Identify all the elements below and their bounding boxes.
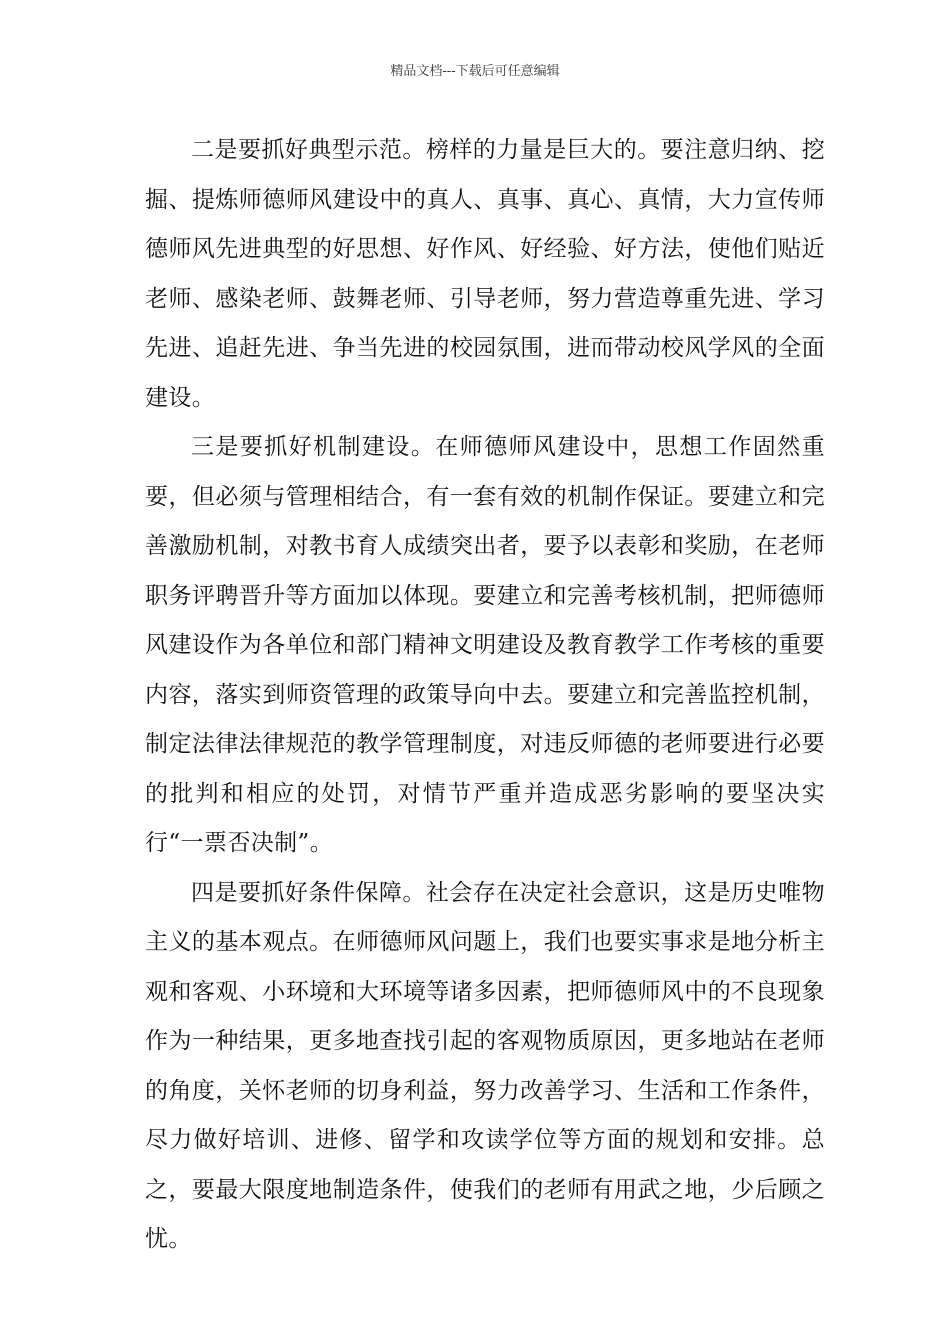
paragraph-mechanism-building: 三是要抓好机制建设。在师德师风建设中，思想工作固然重要，但必须与管理相结合，有一套有效的机制作保证。要建立和完善激励机制，对教书育人成绩突出者，要予以表彰和奖励，在老师职务评聘晋升等方面加以体现。要建立和完善考核机制，把师德师风建设作为各单位和部门精神文明建设及教育教学工作考核的重要内容，落实到师资管理的政策导向中去。要建立和完善监控机制，制定法律法律规范的教学管理制度，对违反师德的老师要进行必要的批判和相应的处罚，对情节严重并造成恶劣影响的要坚决实行“一票否决制”。: [145, 434, 825, 856]
paragraph-typical-demonstration: 二是要抓好典型示范。榜样的力量是巨大的。要注意归纳、挖掘、提炼师德师风建设中的真人、真事、真心、真情，大力宣传师德师风先进典型的好思想、好作风、好经验、好方法，使他们贴近老师、感染老师、鼓舞老师、引导老师，努力营造尊重先进、学习先进、追赶先进、争当先进的校园氛围，进而带动校风学风的全面建设。: [145, 137, 825, 411]
paragraph-condition-guarantee: 四是要抓好条件保障。社会存在决定社会意识，这是历史唯物主义的基本观点。在师德师风问题上，我们也要实事求是地分析主观和客观、小环境和大环境等诸多因素，把师德师风中的不良现象作为一种结果，更多地查找引起的客观物质原因，更多地站在老师的角度，关怀老师的切身利益，努力改善学习、生活和工作条件，尽力做好培训、进修、留学和攻读学位等方面的规划和安排。总之，要最大限度地制造条件，使我们的老师有用武之地，少后顾之忧。: [145, 879, 825, 1252]
page-header: 精品文档---下载后可任意编辑: [390, 64, 560, 79]
document-body: [145, 126, 825, 1265]
